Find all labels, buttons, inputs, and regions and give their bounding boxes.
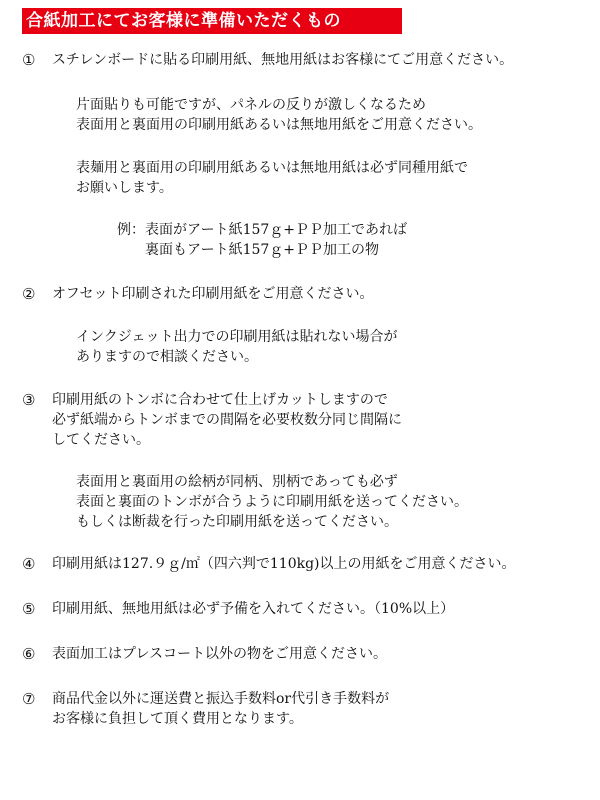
item-number: ① <box>22 51 36 69</box>
note-text: お願いします。 <box>76 180 173 196</box>
item-text: 商品代金以外に運送費と振込手数料or代引き手数料が <box>52 691 390 707</box>
note-text: インクジェット出力での印刷用紙は貼れない場合が <box>76 329 398 345</box>
example-text: 裏面もアート紙157ｇ+ＰＰ加工の物 <box>145 242 380 258</box>
note-text: 表麺用と裏面用の印刷用紙あるいは無地用紙は必ず同種用紙で <box>76 160 468 176</box>
note-text: もしくは断裁を行った印刷用紙を送ってください。 <box>76 514 398 530</box>
note-text: 表面用と裏面用の印刷用紙あるいは無地用紙をご用意ください。 <box>76 117 482 133</box>
item-number: ⑥ <box>22 645 36 663</box>
item-text: 必ず紙端からトンボまでの間隔を必要枚数分同じ間隔に <box>52 412 402 428</box>
item-text: お客様に負担して頂く費用となります。 <box>52 711 303 727</box>
item-number: ② <box>22 285 36 303</box>
note-text: ありますので相談ください。 <box>76 349 258 365</box>
page-title: 合紙加工にてお客様に準備いただくもの <box>22 8 402 34</box>
item-number: ④ <box>22 555 36 573</box>
item-text: 表面加工はプレスコート以外の物をご用意ください。 <box>52 646 388 662</box>
item-number: ⑤ <box>22 600 36 618</box>
item-text: してください。 <box>52 432 150 448</box>
item-text: 印刷用紙は127.９ｇ/㎡（四六判で110kg)以上の用紙をご用意ください。 <box>52 556 516 572</box>
example-text: 例：表面がアート紙157ｇ+ＰＰ加工であれば <box>117 222 408 238</box>
item-text: 印刷用紙、無地用紙は必ず予備を入れてください。（10%以上） <box>52 601 455 617</box>
item-text: オフセット印刷された印刷用紙をご用意ください。 <box>52 286 374 302</box>
item-number: ③ <box>22 391 36 409</box>
item-text: 印刷用紙のトンボに合わせて仕上げカットしますので <box>52 392 388 408</box>
item-text: スチレンボードに貼る印刷用紙、無地用紙はお客様にてご用意ください。 <box>52 52 514 68</box>
note-text: 表面と裏面のトンボが合うように印刷用紙を送ってください。 <box>76 494 468 510</box>
note-text: 片面貼りも可能ですが、パネルの反りが激しくなるため <box>76 97 426 113</box>
item-number: ⑦ <box>22 690 36 708</box>
note-text: 表面用と裏面用の絵柄が同柄、別柄であっても必ず <box>76 474 398 490</box>
